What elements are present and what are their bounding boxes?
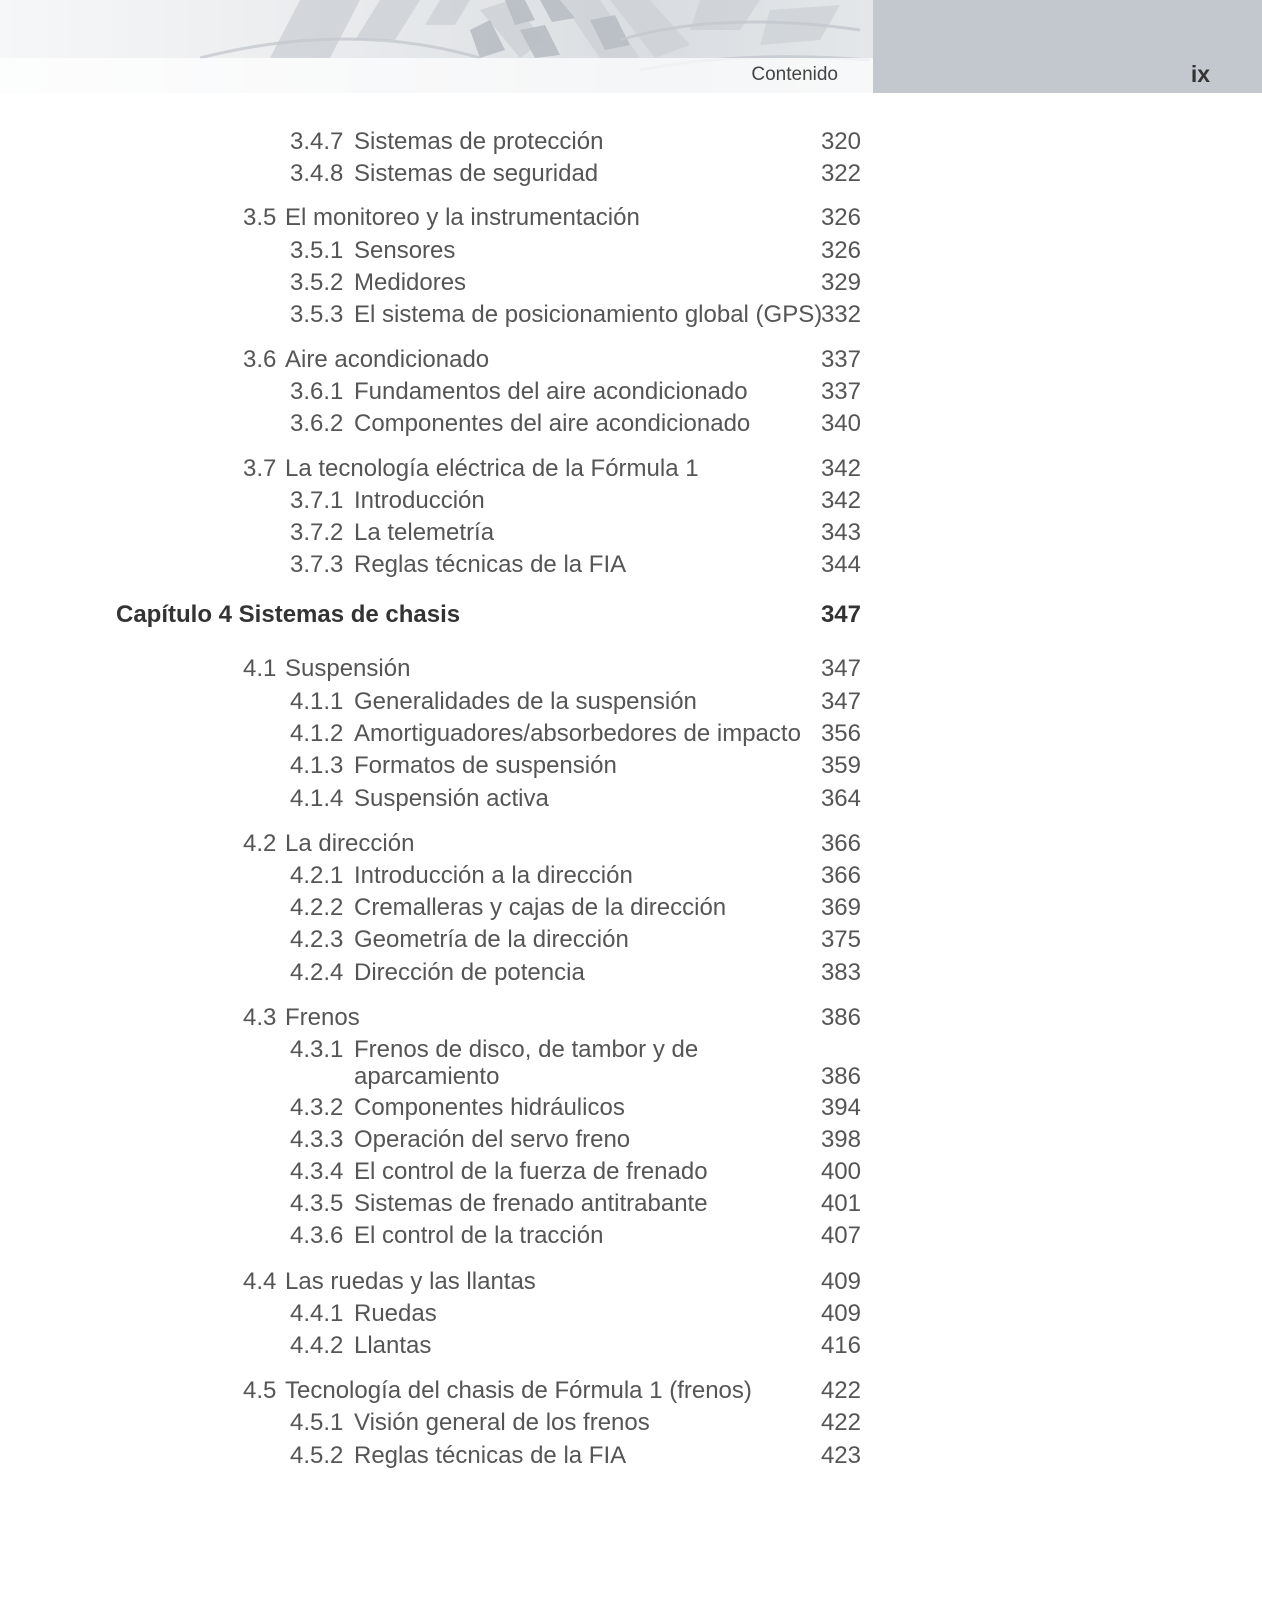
toc-entry-page-number: 347 [820,655,861,682]
running-title: Contenido [751,64,838,85]
toc-entry-sub[interactable] [290,1332,861,1359]
toc-entry-page-number: 401 [820,1190,861,1217]
toc-entry-title: Medidores [354,269,467,296]
toc-entry-number: 4.5.2 [290,1442,344,1469]
toc-entry-page-number: 416 [820,1332,861,1359]
toc-entry-number: 4.2.2 [290,894,344,921]
toc-entry-sub[interactable] [290,1300,861,1327]
toc-entry-title: Fundamentos del aire acondicionado [354,378,748,405]
toc-entry-sub[interactable] [290,720,861,747]
toc-entry-title: La telemetría [354,519,495,546]
toc-entry-sub[interactable] [290,1094,861,1121]
toc-entry-page-number: 422 [820,1377,861,1404]
toc-entry-title: Dirección de potencia [354,959,585,986]
toc-entry-title: Componentes hidráulicos [354,1094,625,1121]
toc-entry-sub[interactable] [290,926,861,953]
toc-entry-number: 4.4.2 [290,1332,344,1359]
toc-entry-number: 4.2 [243,830,277,857]
toc-entry-page-number: 366 [820,862,861,889]
toc-entry-title: Sensores [354,237,456,264]
toc-entry-page-number: 423 [820,1442,861,1469]
toc-entry-page-number: 369 [820,894,861,921]
toc-entry-sub[interactable] [290,269,861,296]
toc-entry-sub[interactable] [290,1190,861,1217]
toc-entry-section[interactable] [243,830,861,857]
toc-entry-title: Frenos de disco, de tambor y de [354,1036,699,1063]
toc-entry-number: 4.1.1 [290,688,344,715]
toc-entry-page-number: 409 [820,1300,861,1327]
toc-entry-number: 3.4.8 [290,160,344,187]
toc-entry-title: El control de la tracción [354,1222,604,1249]
toc-entry-page-number: 326 [820,204,861,231]
toc-entry-sub[interactable] [290,785,861,812]
toc-entry-section[interactable] [243,204,861,231]
toc-entry-title: Componentes del aire acondicionado [354,410,751,437]
toc-entry-title: Ruedas [354,1300,437,1327]
toc-entry-number: 4.1 [243,655,277,682]
toc-entry-page-number: 383 [820,959,861,986]
toc-entry-page-number: 343 [820,519,861,546]
toc-entry-sub[interactable] [290,1126,861,1153]
toc-entry-sub[interactable] [290,551,861,578]
toc-entry-page-number: 337 [820,346,861,373]
toc-entry-number: 3.7.1 [290,487,344,514]
toc-entry-sub[interactable] [290,410,861,437]
toc-entry-number: 3.7 [243,455,277,482]
toc-entry-title: Suspensión [285,655,411,682]
toc-entry-page-number: 400 [820,1158,861,1185]
toc-entry-page-number: 342 [820,455,861,482]
toc-entry-number: 4.3.5 [290,1190,344,1217]
toc-entry-title: Cremalleras y cajas de la dirección [354,894,727,921]
toc-entry-page-number: 332 [820,301,861,328]
toc-entry-title: Amortiguadores/absorbedores de impacto [354,720,801,747]
toc-entry-page-number: 386 [820,1004,861,1031]
toc-entry-title: Tecnología del chasis de Fórmula 1 (frenos) [285,1377,752,1404]
toc-entry-page-number: 320 [820,128,861,155]
toc-entry-number: 3.6.1 [290,378,344,405]
toc-entry-title: Capítulo 4 Sistemas de chasis [116,601,461,628]
toc-entry-number: 3.4.7 [290,128,344,155]
toc-entry-title: La tecnología eléctrica de la Fórmula 1 [285,455,699,482]
toc-entry-page-number: 340 [820,410,861,437]
toc-entry-title: Operación del servo freno [354,1126,631,1153]
toc-entry-number: 3.5.2 [290,269,344,296]
toc-entry-title: Reglas técnicas de la FIA [354,1442,627,1469]
toc-entry-sub[interactable] [290,894,861,921]
toc-entry-number: 3.7.2 [290,519,344,546]
toc-entry-number: 4.3.2 [290,1094,344,1121]
toc-entry-number: 4.3.4 [290,1158,344,1185]
toc-entry-number: 4.2.4 [290,959,344,986]
toc-entry-page-number: 386 [820,1063,861,1090]
toc-entry-title: La dirección [285,830,415,857]
toc-entry-sub[interactable] [290,378,861,405]
toc-entry-page-number: 326 [820,237,861,264]
toc-entry-page-number: 364 [820,785,861,812]
toc-entry-page-number: 407 [820,1222,861,1249]
toc-entry-sub[interactable] [290,1036,861,1090]
toc-entry-number: 4.2.3 [290,926,344,953]
toc-entry-title: Visión general de los frenos [354,1409,650,1436]
toc-entry-sub[interactable] [290,688,861,715]
toc-entry-title: Geometría de la dirección [354,926,629,953]
toc-entry-number: 4.5.1 [290,1409,344,1436]
toc-entry-page-number: 347 [820,688,861,715]
toc-entry-title: Introducción [354,487,485,514]
toc-entry-title: Las ruedas y las llantas [285,1268,536,1295]
toc-entry-title: Reglas técnicas de la FIA [354,551,627,578]
page-number: ix [1190,61,1210,87]
toc-entry-title-continued: aparcamiento [354,1063,500,1090]
toc-entry-page-number: 342 [820,487,861,514]
toc-entry-page-number: 394 [820,1094,861,1121]
toc-entry-sub[interactable] [290,1158,861,1185]
toc-entry-number: 3.6.2 [290,410,344,437]
toc-entry-sub[interactable] [290,160,861,187]
toc-entry-sub[interactable] [290,519,861,546]
toc-entry-number: 3.7.3 [290,551,344,578]
toc-entry-number: 4.1.4 [290,785,344,812]
toc-entry-title: Sistemas de frenado antitrabante [354,1190,708,1217]
toc-entry-page-number: 329 [820,269,861,296]
toc-entry-page-number: 375 [820,926,861,953]
toc-entry-page-number: 366 [820,830,861,857]
toc-entry-sub[interactable] [290,1442,861,1469]
toc-entry-title: El control de la fuerza de frenado [354,1158,708,1185]
toc-entry-number: 4.3 [243,1004,277,1031]
toc-entry-section[interactable] [243,346,861,373]
toc-entry-number: 4.4.1 [290,1300,344,1327]
toc-entry-sub[interactable] [290,862,861,889]
toc-entry-section[interactable] [243,655,861,682]
toc-entry-page-number: 359 [820,752,861,779]
toc-entry-page-number: 344 [820,551,861,578]
toc-entry-sub[interactable] [290,237,861,264]
toc-entry-sub[interactable] [290,959,861,986]
toc-entry-number: 3.6 [243,346,277,373]
toc-entry-page-number: 409 [820,1268,861,1295]
toc-entry-number: 4.3.6 [290,1222,344,1249]
toc-entry-sub[interactable] [290,301,861,328]
toc-entry-number: 4.2.1 [290,862,344,889]
toc-entry-title: Frenos [285,1004,360,1031]
toc-entry-title: Sistemas de seguridad [354,160,599,187]
toc-entry-page-number: 356 [820,720,861,747]
toc-entry-section[interactable] [243,1268,861,1295]
toc-entry-number: 3.5 [243,204,277,231]
toc-entry-number: 4.3.3 [290,1126,344,1153]
toc-entry-title: Generalidades de la suspensión [354,688,697,715]
toc-entry-sub[interactable] [290,128,861,155]
toc-entry-title: Aire acondicionado [285,346,490,373]
toc-entry-number: 4.1.2 [290,720,344,747]
toc-entry-number: 3.5.1 [290,237,344,264]
toc-entry-title: Sistemas de protección [354,128,604,155]
toc-entry-title: Introducción a la dirección [354,862,633,889]
toc-entry-number: 4.4 [243,1268,277,1295]
toc-entry-title: Suspensión activa [354,785,549,812]
toc-entry-section[interactable] [243,1004,861,1031]
toc-entry-page-number: 337 [820,378,861,405]
toc-entry-section[interactable] [243,1377,861,1404]
toc-entry-number: 4.5 [243,1377,277,1404]
toc-entry-number: 4.3.1 [290,1036,344,1063]
toc-entry-page-number: 422 [820,1409,861,1436]
toc-entry-sub[interactable] [290,1409,861,1436]
toc-entry-number: 3.5.3 [290,301,344,328]
toc-entry-sub[interactable] [290,1222,861,1249]
toc-entry-number: 4.1.3 [290,752,344,779]
toc-entry-page-number: 398 [820,1126,861,1153]
toc-entry-page-number: 347 [820,601,861,628]
toc-entry-title: Formatos de suspensión [354,752,617,779]
toc-entry-sub[interactable] [290,752,861,779]
toc-entry-title: El monitoreo y la instrumentación [285,204,640,231]
toc-entry-page-number: 322 [820,160,861,187]
toc-entry-section[interactable] [243,455,861,482]
toc-entry-title: El sistema de posicionamiento global (GPS) [354,301,823,328]
toc-entry-title: Llantas [354,1332,432,1359]
toc-entry-chapter[interactable] [116,601,861,628]
toc-entry-sub[interactable] [290,487,861,514]
